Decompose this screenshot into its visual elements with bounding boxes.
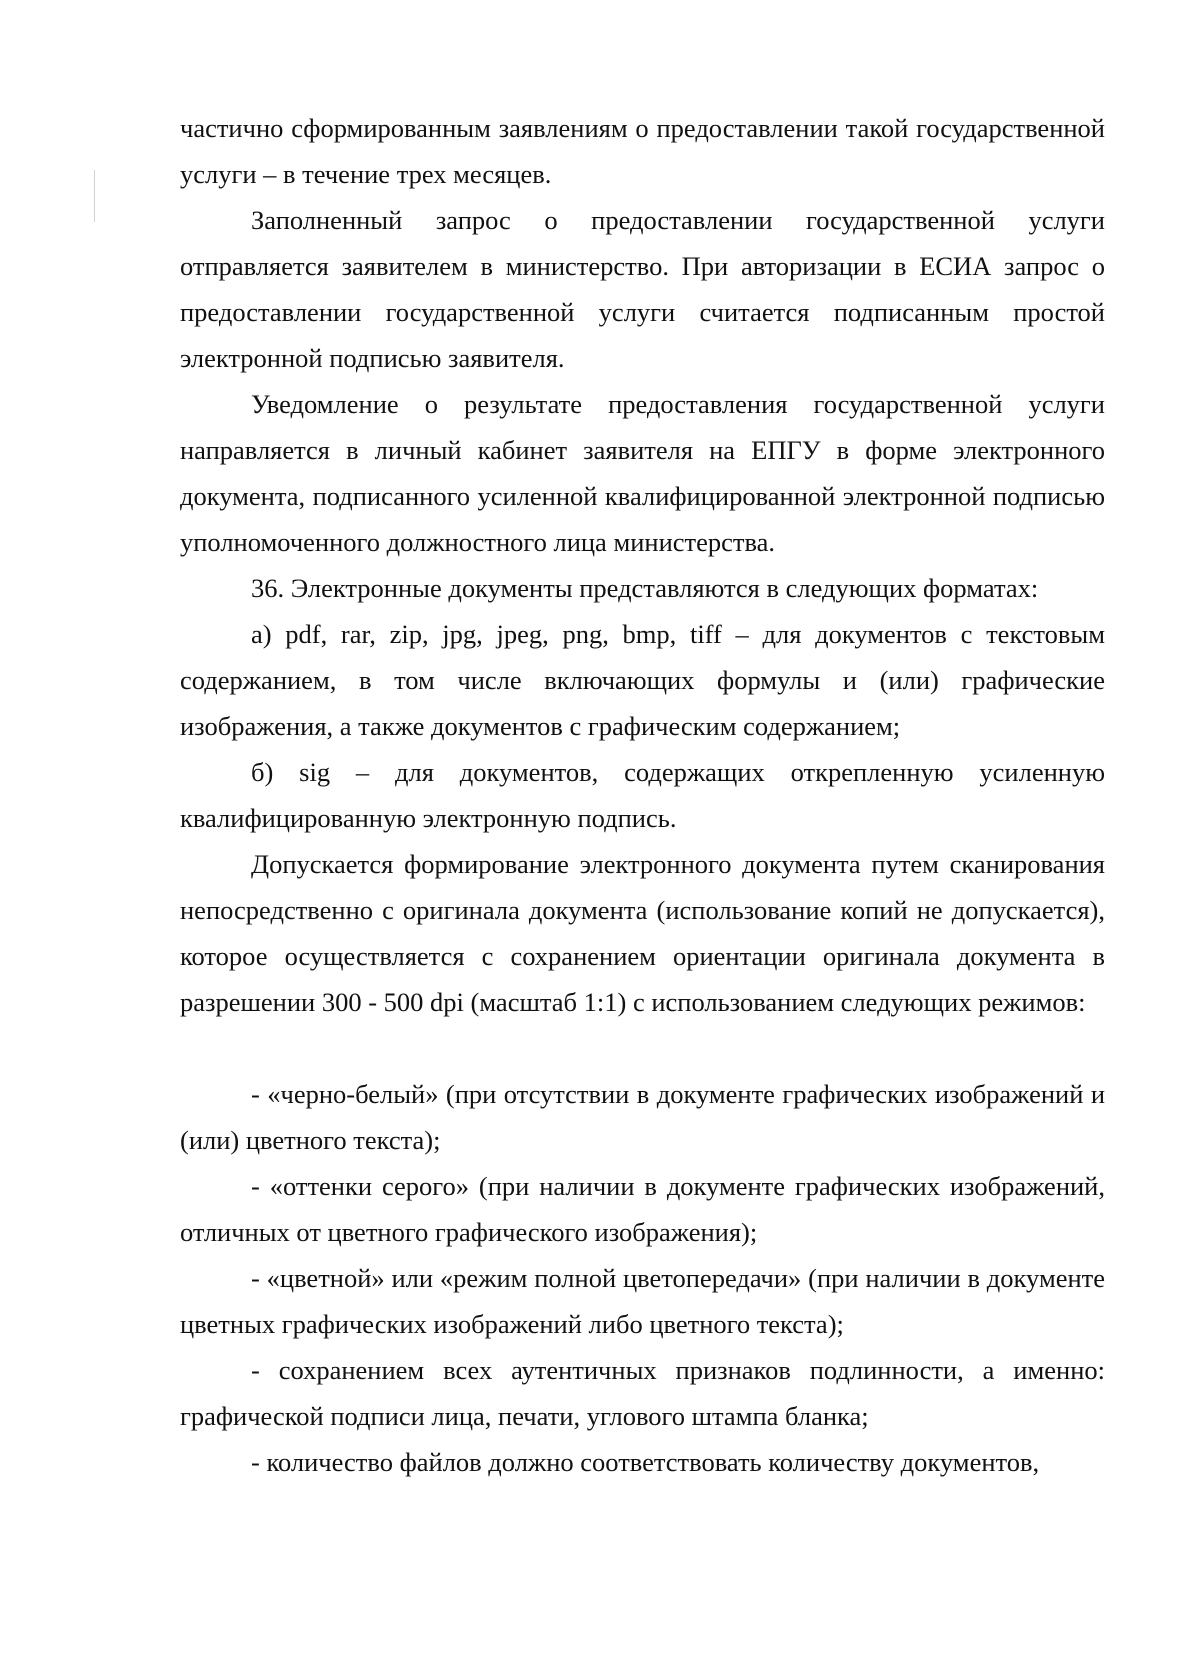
- paragraph-continuation: частично сформированным заявлениям о предоставлении такой государственной услуги – в течение трех месяцев.: [180, 113, 1105, 189]
- paragraph-item-36: 36. Электронные документы представляются в следующих форматах:: [251, 573, 1039, 603]
- list-item-file-count: - количество файлов должно соответствовать количеству документов,: [251, 1447, 1040, 1477]
- list-item-grayscale: - «оттенки серого» (при наличии в документе графических изображений, отличных от цветного графического изображения);: [180, 1171, 1105, 1247]
- list-item-authenticity: - сохранением всех аутентичных признаков подлинности, а именно: графической подписи лица, печати, углового штампа бланка;: [180, 1355, 1105, 1431]
- paragraph-result-notification: Уведомление о результате предоставления государственной услуги направляется в личный кабинет заявителя на ЕПГУ в форме электронного документа, подписанного усиленной квалифицированной электронной подписью уполномоченного должностного лица министерства.: [180, 389, 1105, 557]
- scan-artifact-line: [94, 170, 95, 222]
- paragraph-scanning: Допускается формирование электронного документа путем сканирования непосредственно с оригинала документа (использование копий не допускается), которое осуществляется с сохранением ориентации оригинала документа в разрешении 300 - 500 dpi (масштаб 1:1) с использованием следующих режимов:: [180, 849, 1105, 1017]
- list-item-black-white: - «черно-белый» (при отсутствии в документе графических изображений и (или) цветного текста);: [180, 1079, 1105, 1155]
- paragraph-format-b: б) sig – для документов, содержащих открепленную усиленную квалифицированную электронную подпись.: [180, 757, 1105, 833]
- paragraph-request-submission: Заполненный запрос о предоставлении государственной услуги отправляется заявителем в министерство. При авторизации в ЕСИА запрос о предоставлении государственной услуги считается подписанным простой электронной подписью заявителя.: [180, 205, 1105, 373]
- list-item-color: - «цветной» или «режим полной цветопередачи» (при наличии в документе цветных графических изображений либо цветного текста);: [180, 1263, 1105, 1339]
- paragraph-format-a: а) pdf, rar, zip, jpg, jpeg, png, bmp, tiff – для документов с текстовым содержанием, в том числе включающих формулы и (или) графические изображения, а также документов с графическим содержанием;: [180, 619, 1105, 741]
